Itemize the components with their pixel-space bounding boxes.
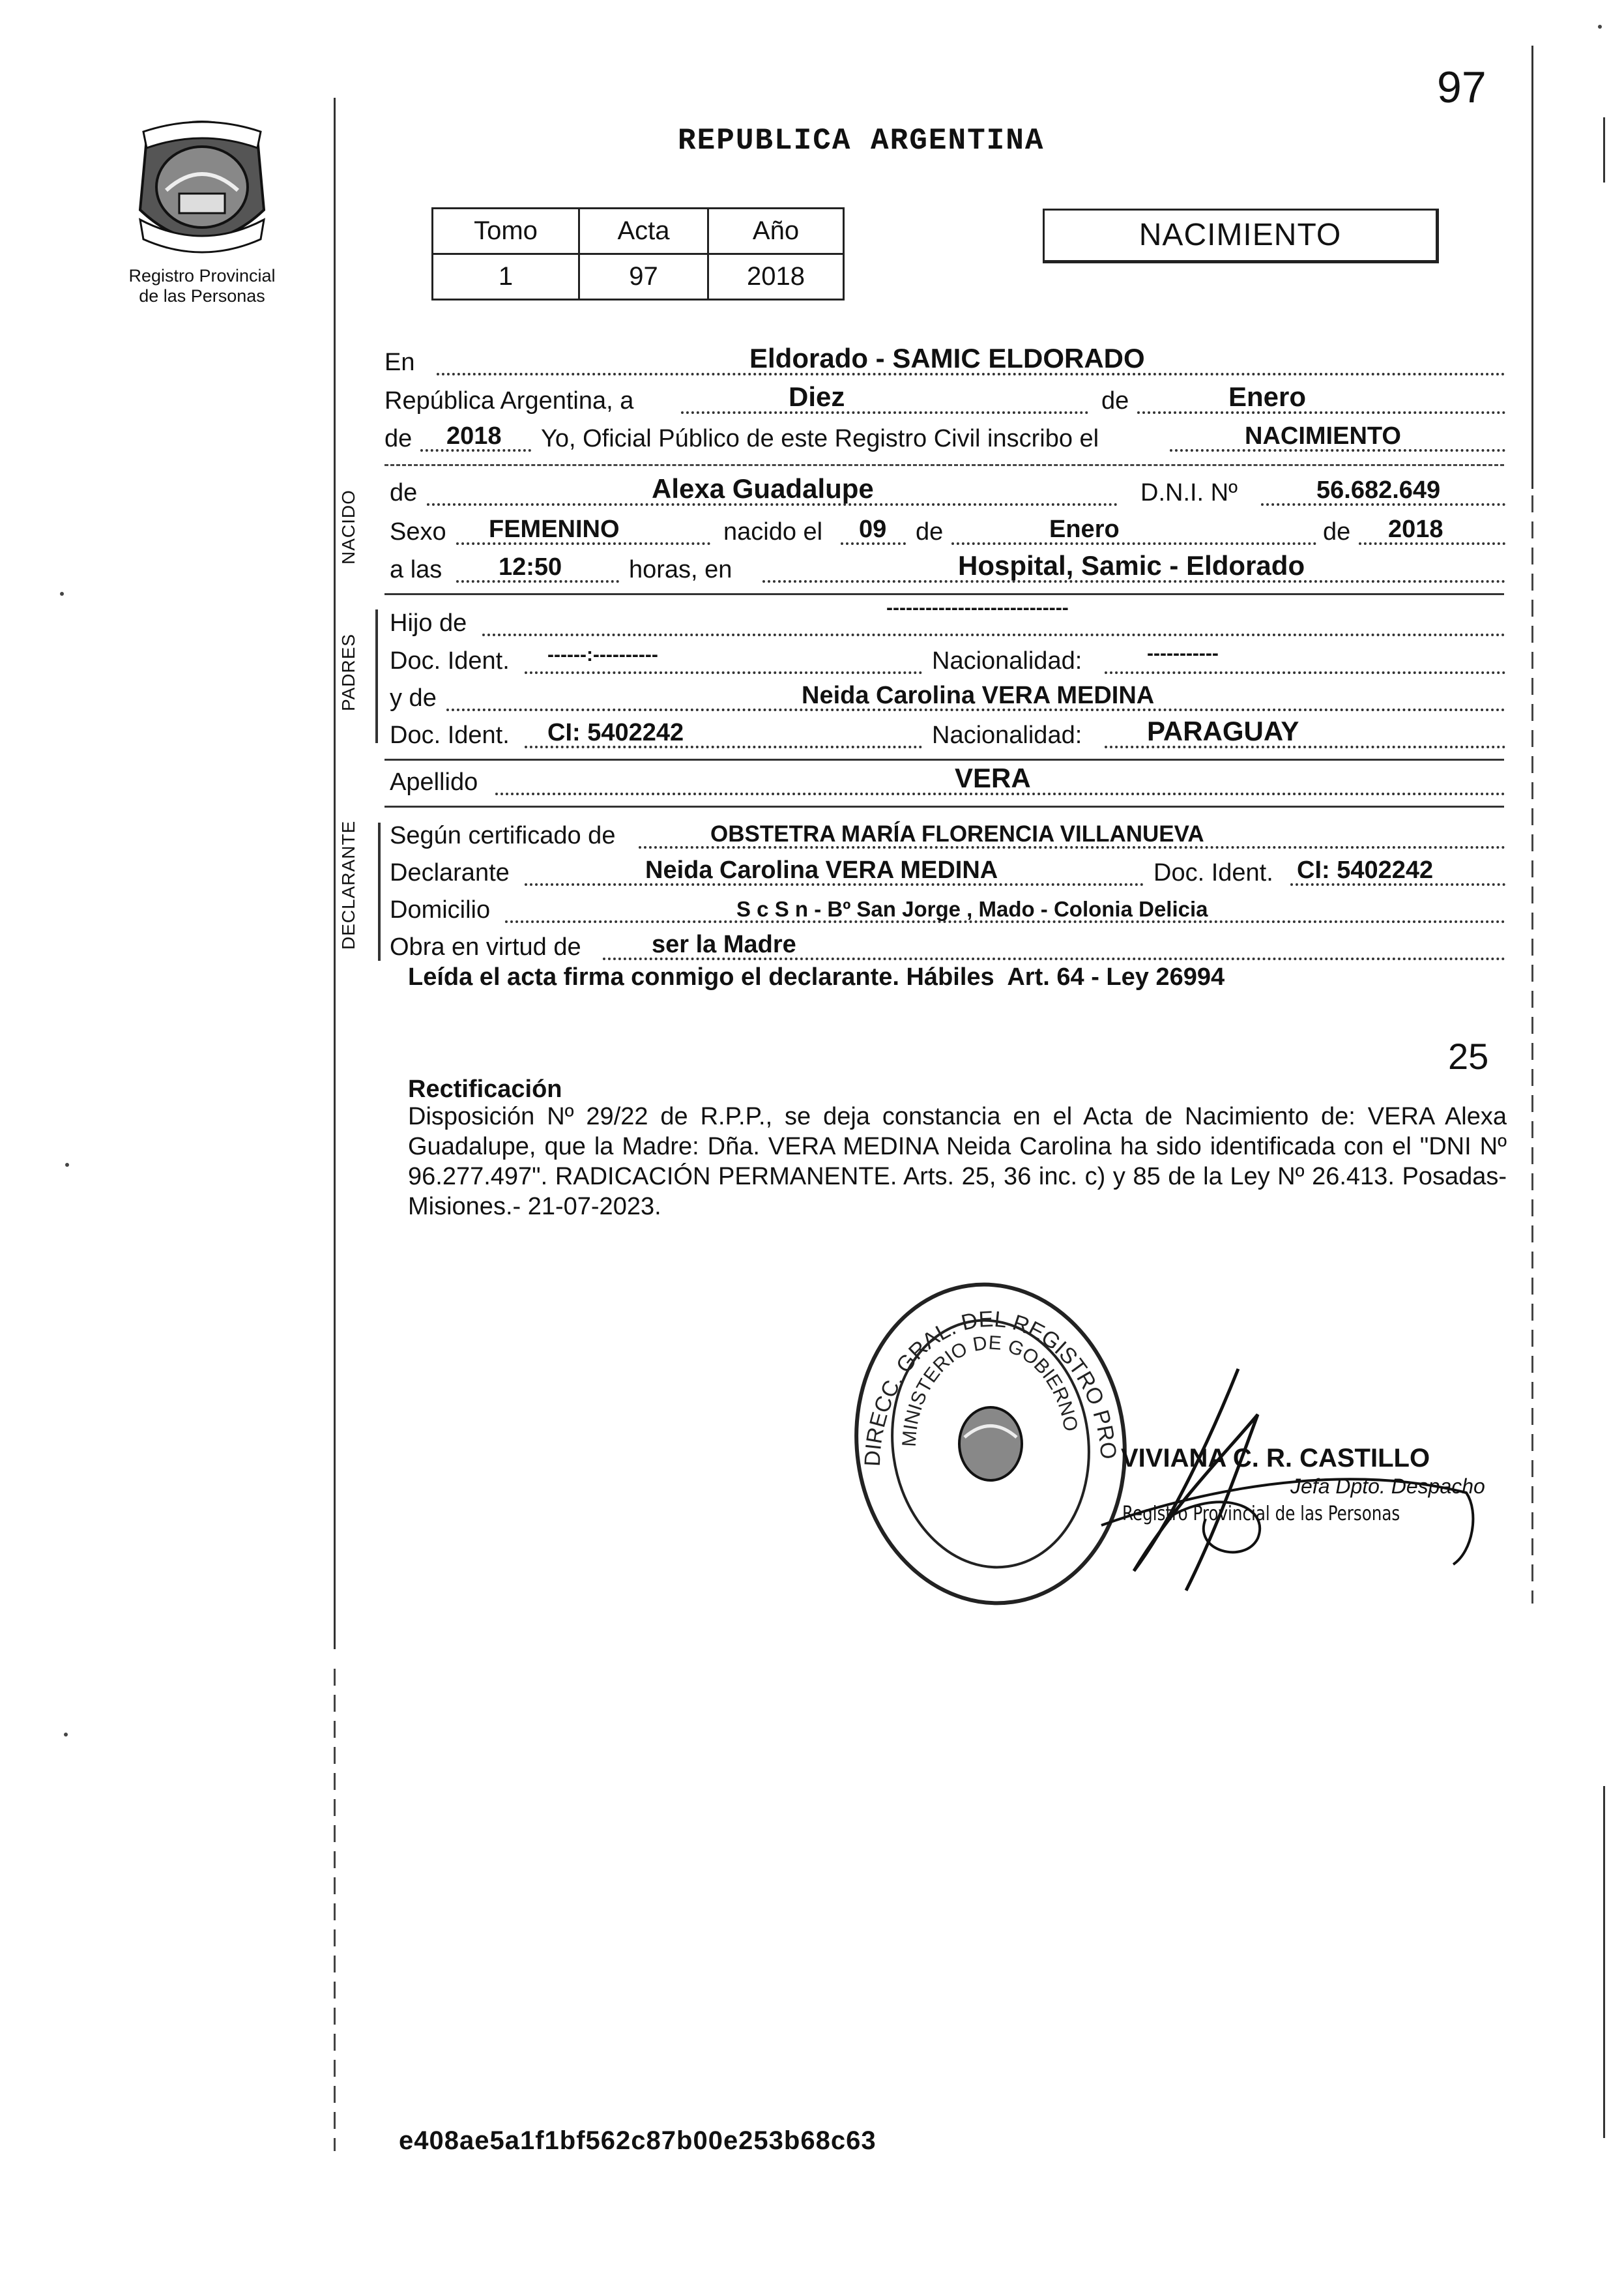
form-row-certificado bbox=[384, 817, 1505, 854]
certificado-value: OBSTETRA MARÍA FLORENCIA VILLANUEVA bbox=[710, 821, 1204, 847]
page-number: 97 bbox=[1437, 63, 1486, 112]
form-row-mother-doc bbox=[384, 717, 1505, 754]
dots bbox=[1137, 411, 1505, 414]
separator bbox=[384, 464, 1504, 466]
rectification-body: Disposición Nº 29/22 de R.P.P., se deja constancia en el Acta de Nacimiento de: VERA Alexa Guadalupe, que la Madre: Dña. VERA MEDINA Neida Carolina ha sido identificada con el "DNI Nº 96.277.497". RADICACIÓN PERMANENTE. Arts. 25, 36 inc. c) y 85 de la Ley Nº 26.413. Posadas- Misiones.- 21-07-2023. bbox=[408, 1103, 1507, 1220]
birth-year-value: 2018 bbox=[1388, 516, 1443, 543]
right-edge-rule bbox=[1603, 117, 1605, 183]
form-row-fecha bbox=[384, 383, 1505, 419]
declarante-label: Declarante bbox=[390, 859, 510, 887]
stamp-outer-path-text: DIRECC. GRAL. DEL REGISTRO PRO bbox=[860, 1306, 1122, 1467]
child-name-value: Alexa Guadalupe bbox=[652, 473, 874, 504]
province-seal bbox=[127, 112, 277, 262]
form-row-sexo bbox=[384, 514, 1505, 550]
page-title: REPUBLICA ARGENTINA bbox=[678, 124, 1045, 158]
stamp-inner-path-text: MINISTERIO DE GOBIERNO bbox=[898, 1332, 1082, 1448]
alas-label: a las bbox=[390, 556, 442, 583]
declarante-value: Neida Carolina VERA MEDINA bbox=[645, 857, 998, 884]
form-row-child bbox=[384, 475, 1505, 511]
dots bbox=[951, 542, 1316, 545]
record-table-value-row bbox=[433, 254, 844, 300]
signatory-role: Jefa Dpto. Despacho bbox=[1290, 1474, 1485, 1498]
dots bbox=[482, 634, 1505, 636]
right-margin-rule-lower bbox=[1531, 495, 1533, 1604]
dots bbox=[681, 411, 1088, 414]
form-row-en bbox=[384, 344, 1505, 381]
side-label-padres: PADRES bbox=[338, 633, 358, 711]
form-row-apellido bbox=[384, 764, 1505, 800]
record-header-tomo: Tomo bbox=[433, 209, 579, 254]
form-row-hora bbox=[384, 551, 1505, 588]
record-header-ano: Año bbox=[708, 209, 844, 254]
separator bbox=[384, 759, 1504, 761]
record-header-acta: Acta bbox=[579, 209, 708, 254]
record-value-tomo: 1 bbox=[433, 254, 579, 300]
nacido-label: nacido el bbox=[723, 518, 823, 546]
republica-label: República Argentina, a bbox=[384, 387, 634, 415]
signatory-name: VIVIANA C. R. CASTILLO bbox=[1121, 1444, 1430, 1473]
birth-place-value: Hospital, Samic - Eldorado bbox=[958, 550, 1305, 581]
right-margin-rule bbox=[1531, 46, 1533, 489]
father-doc-label: Doc. Ident. bbox=[390, 647, 510, 675]
apellido-value: VERA bbox=[955, 763, 1031, 793]
rectification-title: Rectificación bbox=[408, 1076, 562, 1103]
seal-icon bbox=[127, 112, 277, 262]
obra-value: ser la Madre bbox=[652, 931, 796, 958]
document-kind-box: NACIMIENTO bbox=[1043, 209, 1439, 263]
birth-month-value: Enero bbox=[1049, 516, 1120, 543]
oficial-text: Yo, Oficial Público de este Registro Civil inscribo el bbox=[541, 425, 1099, 452]
mother-nat-value: PARAGUAY bbox=[1147, 716, 1299, 746]
left-margin-rule-lower bbox=[334, 1669, 336, 2151]
form-row-obra bbox=[384, 929, 1505, 965]
domicilio-value: S c S n - Bº San Jorge , Mado - Colonia Delicia bbox=[736, 897, 1208, 921]
form-row-declarante bbox=[384, 855, 1505, 891]
en-label: En bbox=[384, 349, 415, 376]
declarante-doc-label: Doc. Ident. bbox=[1153, 859, 1273, 887]
padres-bracket bbox=[375, 609, 378, 743]
dots bbox=[525, 671, 922, 674]
father-doc-value: ------:---------- bbox=[547, 644, 658, 666]
record-value-ano: 2018 bbox=[708, 254, 844, 300]
child-de-label: de bbox=[390, 479, 418, 506]
form-row-hijo bbox=[384, 597, 1505, 641]
dni-value: 56.682.649 bbox=[1316, 476, 1441, 504]
birth-de2-label: de bbox=[1323, 518, 1351, 546]
mother-nat-label: Nacionalidad: bbox=[932, 722, 1082, 749]
declarante-doc-value: CI: 5402242 bbox=[1297, 857, 1434, 884]
registry-label bbox=[104, 266, 300, 306]
place-value: Eldorado - SAMIC ELDORADO bbox=[749, 343, 1145, 374]
record-table-header-row bbox=[433, 209, 844, 254]
sexo-value: FEMENINO bbox=[489, 516, 620, 543]
month-value: Enero bbox=[1228, 381, 1307, 412]
mother-doc-value: CI: 5402242 bbox=[547, 719, 684, 746]
margin-number: 25 bbox=[1448, 1036, 1489, 1077]
apellido-label: Apellido bbox=[390, 769, 478, 796]
year-value: 2018 bbox=[446, 422, 502, 450]
segun-label: Según certificado de bbox=[390, 822, 616, 849]
mother-doc-label: Doc. Ident. bbox=[390, 722, 510, 749]
declarante-bracket bbox=[378, 823, 381, 961]
year-prefix-label: de bbox=[384, 425, 413, 452]
form-row-father-doc bbox=[384, 643, 1505, 679]
obra-label: Obra en virtud de bbox=[390, 933, 581, 961]
form-row-domicilio bbox=[384, 892, 1505, 928]
record-table bbox=[431, 207, 845, 300]
hijo-value: ---------------------------- bbox=[886, 597, 1069, 619]
birth-day-value: 09 bbox=[859, 516, 887, 543]
left-margin-rule bbox=[334, 98, 336, 1649]
record-value-acta: 97 bbox=[579, 254, 708, 300]
dots bbox=[1105, 671, 1505, 674]
birth-time-value: 12:50 bbox=[499, 553, 562, 581]
side-label-nacido: NACIDO bbox=[338, 490, 358, 564]
dni-label: D.N.I. Nº bbox=[1140, 479, 1238, 506]
father-nat-value: ----------- bbox=[1147, 643, 1219, 664]
registry-label-line-1: Registro Provincial bbox=[128, 266, 276, 286]
sexo-label: Sexo bbox=[390, 518, 446, 546]
separator bbox=[384, 806, 1504, 808]
yde-label: y de bbox=[390, 684, 437, 712]
domicilio-label: Domicilio bbox=[390, 896, 491, 924]
father-nat-label: Nacionalidad: bbox=[932, 647, 1082, 675]
horas-label: horas, en bbox=[629, 556, 732, 583]
signatory-org: Registro Provincial de las Personas bbox=[1122, 1502, 1400, 1525]
birth-de-label: de bbox=[916, 518, 944, 546]
form-row-mother bbox=[384, 680, 1505, 716]
document-hash: e408ae5a1f1bf562c87b00e253b68c63 bbox=[399, 2126, 877, 2155]
separator bbox=[384, 593, 1504, 595]
form-row-oficial bbox=[384, 420, 1505, 457]
side-label-declarante: DECLARANTE bbox=[338, 820, 358, 950]
mother-name-value: Neida Carolina VERA MEDINA bbox=[802, 682, 1155, 709]
right-edge-rule-2 bbox=[1603, 1786, 1605, 2138]
de-label: de bbox=[1101, 387, 1129, 415]
registry-label-line-2: de las Personas bbox=[139, 286, 265, 306]
hijo-label: Hijo de bbox=[390, 609, 467, 637]
day-value: Diez bbox=[789, 381, 845, 412]
record-type-value: NACIMIENTO bbox=[1245, 422, 1401, 450]
signature-statement: Leída el acta firma conmigo el declarante. Hábiles Art. 64 - Ley 26994 bbox=[408, 963, 1225, 991]
